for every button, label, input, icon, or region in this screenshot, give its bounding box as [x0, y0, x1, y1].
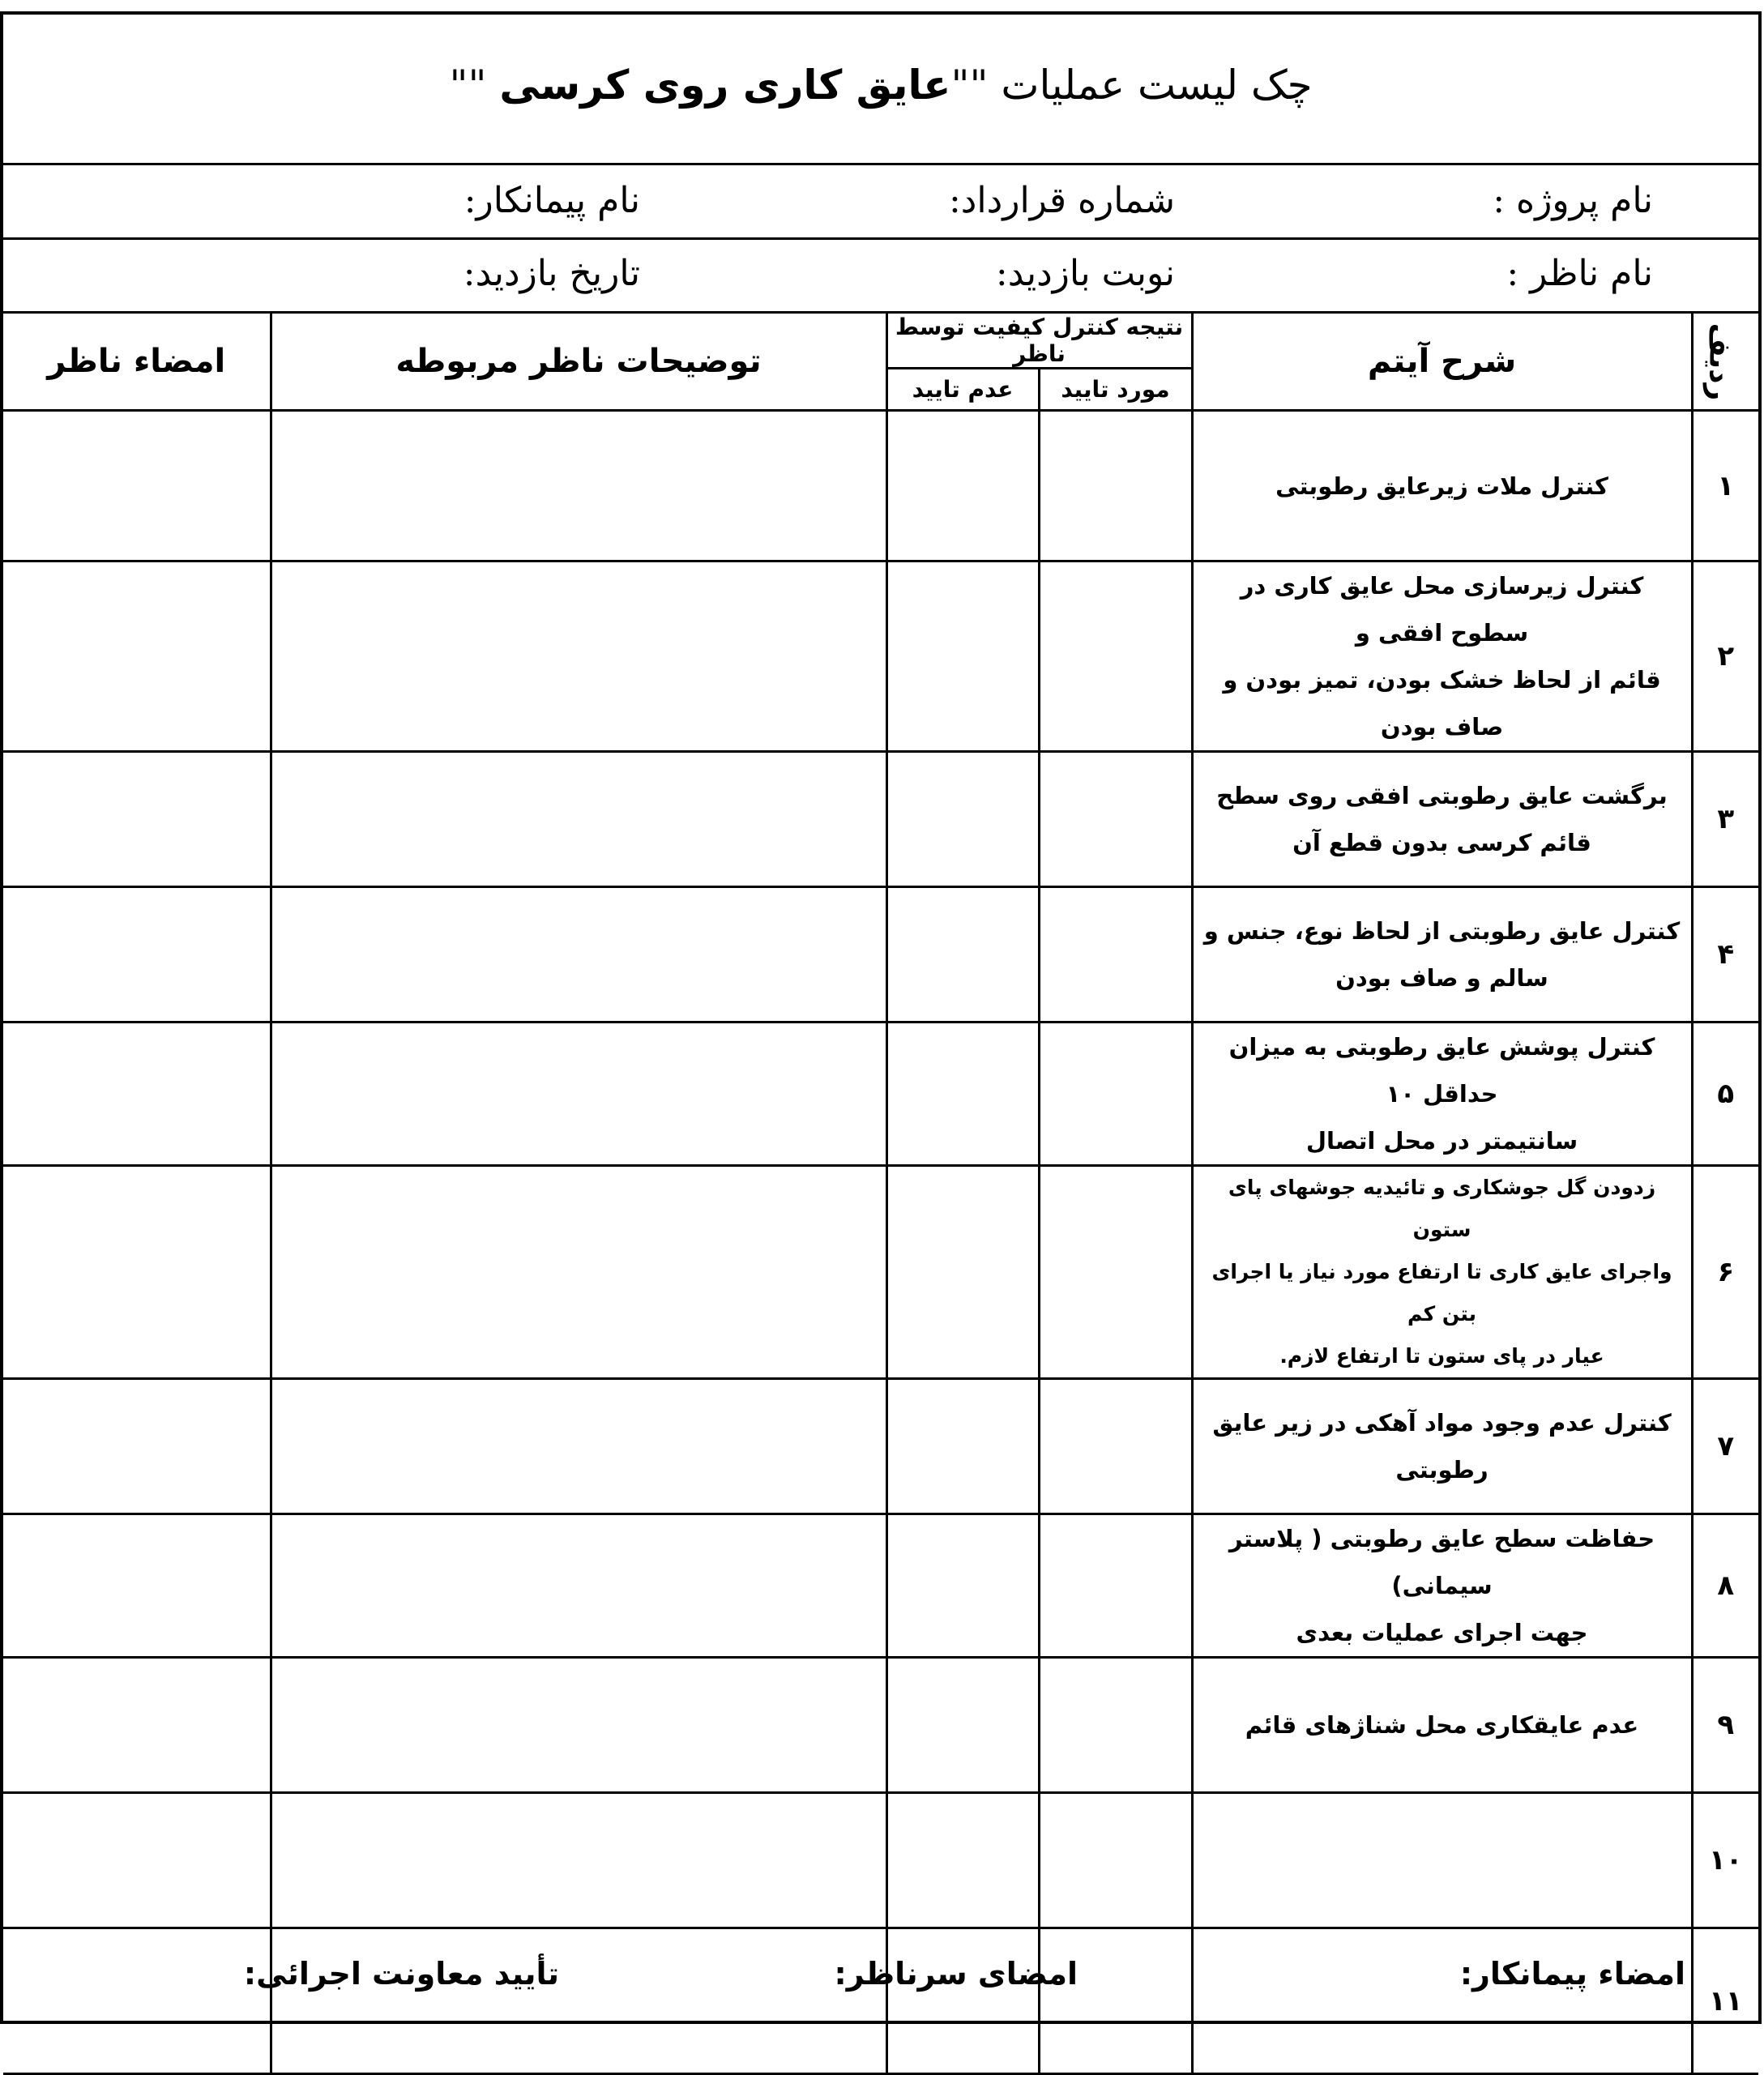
not-approved-cell[interactable]: [886, 1658, 1039, 1793]
not-approved-cell[interactable]: [886, 752, 1039, 887]
header-not-approved: عدم تایید: [886, 369, 1039, 411]
table-row: [3, 1023, 1758, 1166]
comments-cell[interactable]: [271, 1379, 886, 1514]
row-number: ۱۰: [1692, 1793, 1758, 1928]
comments-cell[interactable]: [271, 1514, 886, 1658]
signature-cell[interactable]: [3, 887, 271, 1023]
comments-cell[interactable]: [271, 1793, 886, 1928]
not-approved-cell[interactable]: [886, 1793, 1039, 1928]
table-row: [3, 1793, 1758, 1928]
approved-cell[interactable]: [1039, 411, 1192, 561]
row-number: ۸: [1692, 1514, 1758, 1658]
signature-cell[interactable]: [3, 1514, 271, 1658]
approved-cell[interactable]: [1039, 1658, 1192, 1793]
project-name-label: نام پروژه :: [1493, 180, 1653, 221]
row-number: ۵: [1692, 1023, 1758, 1166]
item-description: برگشت عایق رطوبتی افقی روی سطح قائم کرسی بدون قطع آن: [1192, 752, 1692, 887]
table-row: [3, 561, 1758, 752]
approved-cell[interactable]: [1039, 752, 1192, 887]
signature-cell[interactable]: [3, 752, 271, 887]
page-title: چک لیست عملیات ""عایق کاری روی کرسی "": [449, 62, 1313, 109]
row-number: ۴: [1692, 887, 1758, 1023]
signature-cell[interactable]: [3, 1166, 271, 1379]
header-row-number: ردیف: [1692, 314, 1758, 411]
checklist-table: [3, 314, 1758, 2075]
row-number: ۶: [1692, 1166, 1758, 1379]
chief-supervisor-signature-label: امضای سرناظر:: [834, 1956, 1078, 1992]
contractor-name-label: نام پیمانکار:: [463, 180, 640, 221]
header-result-group: نتیجه کنترل کیفیت توسط ناظر: [886, 314, 1192, 369]
signature-cell[interactable]: [3, 1793, 271, 1928]
checklist-sheet: [0, 11, 1762, 2024]
signature-cell[interactable]: [3, 411, 271, 561]
item-description: عدم عایقکاری محل شناژهای قائم: [1192, 1658, 1692, 1793]
row-number: ۱۱: [1692, 1928, 1758, 2074]
signature-cell[interactable]: [3, 561, 271, 752]
table-row: [3, 752, 1758, 887]
table-row: [3, 1379, 1758, 1514]
contract-number-label: شماره قرارداد:: [948, 180, 1175, 221]
title-bar: [3, 15, 1758, 165]
row-number: ۱: [1692, 411, 1758, 561]
visit-turn-label: نوبت بازدید:: [995, 253, 1175, 294]
table-row: [3, 1658, 1758, 1793]
item-description: [1192, 1793, 1692, 1928]
item-description: کنترل عایق رطوبتی از لحاظ نوع، جنس و سالم و صاف بودن: [1192, 887, 1692, 1023]
item-description: زدودن گل جوشکاری و تائیدیه جوشهای پای ستون واجرای عایق کاری تا ارتفاع مورد نیاز یا اجرای بتن کم عیار در پای ستون تا ارتفاع لازم.: [1192, 1166, 1692, 1379]
comments-cell[interactable]: [271, 1166, 886, 1379]
approved-cell[interactable]: [1039, 887, 1192, 1023]
info-row-1: [3, 165, 1758, 240]
approved-cell[interactable]: [1039, 1379, 1192, 1514]
table-row: [3, 411, 1758, 561]
header-signature: امضاء ناظر: [3, 314, 271, 411]
not-approved-cell[interactable]: [886, 1514, 1039, 1658]
approved-cell[interactable]: [1039, 561, 1192, 752]
visit-date-label: تاریخ بازدید:: [463, 253, 640, 294]
comments-cell[interactable]: [271, 1658, 886, 1793]
supervisor-name-label: نام ناظر :: [1506, 253, 1653, 294]
not-approved-cell[interactable]: [886, 887, 1039, 1023]
not-approved-cell[interactable]: [886, 1166, 1039, 1379]
header-description: شرح آیتم: [1192, 314, 1692, 411]
approved-cell[interactable]: [1039, 1023, 1192, 1166]
approved-cell[interactable]: [1039, 1166, 1192, 1379]
table-row: [3, 887, 1758, 1023]
item-description: کنترل عدم وجود مواد آهکی در زیر عایق رطوبتی: [1192, 1379, 1692, 1514]
not-approved-cell[interactable]: [886, 1379, 1039, 1514]
table-row: [3, 1166, 1758, 1379]
comments-cell[interactable]: [271, 887, 886, 1023]
signature-cell[interactable]: [3, 1379, 271, 1514]
row-number: ۹: [1692, 1658, 1758, 1793]
not-approved-cell[interactable]: [886, 411, 1039, 561]
not-approved-cell[interactable]: [886, 561, 1039, 752]
header-approved: مورد تایید: [1039, 369, 1192, 411]
signature-footer: [3, 1923, 1758, 2021]
table-row: [3, 1514, 1758, 1658]
header-comments: توضیحات ناظر مربوطه: [271, 314, 886, 411]
item-description: حفاظت سطح عایق رطوبتی ( پلاستر سیمانی) جهت اجرای عملیات بعدی: [1192, 1514, 1692, 1658]
comments-cell[interactable]: [271, 411, 886, 561]
comments-cell[interactable]: [271, 1023, 886, 1166]
approved-cell[interactable]: [1039, 1793, 1192, 1928]
row-number: ۳: [1692, 752, 1758, 887]
item-description: کنترل زیرسازی محل عایق کاری در سطوح افقی و قائم از لحاظ خشک بودن، تمیز بودن و صاف بودن: [1192, 561, 1692, 752]
title-main: عایق کاری روی کرسی: [499, 62, 951, 109]
signature-cell[interactable]: [3, 1023, 271, 1166]
comments-cell[interactable]: [271, 561, 886, 752]
info-row-2: [3, 240, 1758, 314]
deputy-approval-label: تأیید معاونت اجرائی:: [243, 1956, 559, 1992]
not-approved-cell[interactable]: [886, 1023, 1039, 1166]
comments-cell[interactable]: [271, 752, 886, 887]
contractor-signature-label: امضاء پیمانکار:: [1459, 1956, 1685, 1992]
signature-cell[interactable]: [3, 1658, 271, 1793]
approved-cell[interactable]: [1039, 1514, 1192, 1658]
item-description: کنترل پوشش عایق رطوبتی به میزان حداقل ۱۰ سانتیمتر در محل اتصال: [1192, 1023, 1692, 1166]
row-number: ۲: [1692, 561, 1758, 752]
row-number: ۷: [1692, 1379, 1758, 1514]
item-description: کنترل ملات زیرعایق رطوبتی: [1192, 411, 1692, 561]
